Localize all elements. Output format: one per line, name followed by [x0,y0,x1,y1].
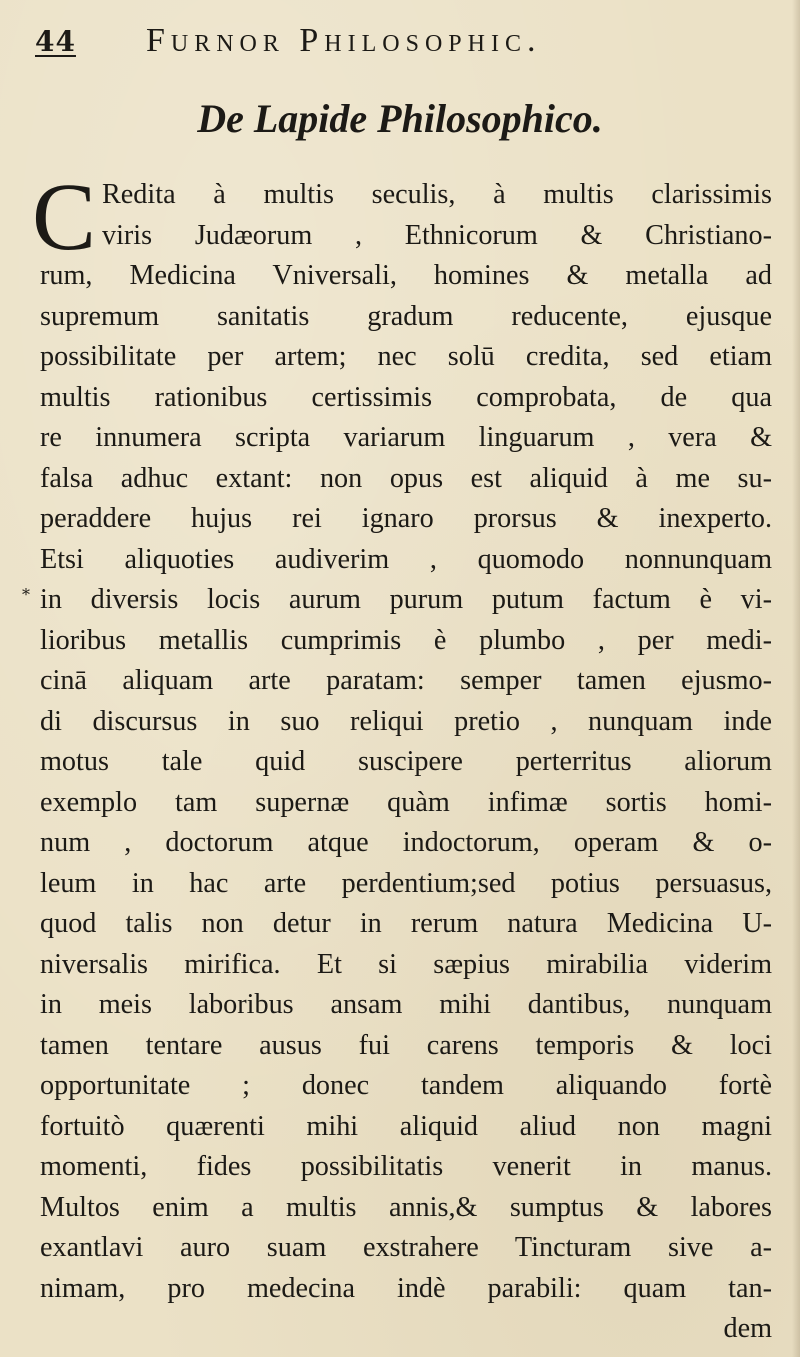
text-line: Multos enim a multis annis,& sumptus & labores [40,1191,772,1223]
text-line: quod talis non detur in rerum natura Medicina U- [40,908,772,939]
body-text [32,163,772,1350]
text-line: falsa adhuc extant: non opus est aliquid à me su- [40,462,772,494]
text-line: lioribus metallis cumprimis è plumbo , per medi- [40,624,772,656]
text-line: exemplo tam supernæ quàm infimæ sortis homi- [40,786,772,818]
text-line: niversalis mirifica. Et si sæpius mirabilia viderim [40,948,772,980]
text-line: Etsi aliquoties audiverim , quomodo nonnunquam [40,543,772,575]
text-line: num , doctorum atque indoctorum, operam & o- [40,827,772,858]
text-line: exantlavi auro suam exstrahere Tincturam sive a- [40,1232,772,1263]
text-line: supremum sanitatis gradum reducente, ejusque [40,300,772,332]
text-line: cinā aliquam arte paratam: semper tamen ejusmo- [40,665,772,696]
text-line: nimam, pro medecina indè parabili: quam tan- [40,1272,772,1304]
text-line: in meis laboribus ansam mihi dantibus, nunquam [40,989,772,1020]
running-title: Furnor Philosophic. [145,22,542,59]
catchword-line: dem [723,1313,772,1344]
text-line: momenti, fides possibilitatis venerit in manus. [40,1151,772,1182]
text-line: in diversis locis aurum purum putum factum è vi- [40,584,772,615]
text-line: multis rationibus certissimis comprobata, de qua [40,381,772,413]
text-line: di discursus in suo reliqui pretio , nunquam inde [40,705,772,737]
page-edge-shadow [792,0,800,1357]
text-line: opportunitate ; donec tandem aliquando fortè [40,1070,772,1101]
text-line: re innumera scripta variarum linguarum , vera & [40,422,772,453]
page-number: 44 [35,25,76,58]
section-title: De Lapide Philosophico. [197,96,603,141]
text-line: rum, Medicina Vniversali, homines & metalla ad [40,260,772,291]
drop-cap: C [32,163,97,270]
text-line: tamen tentare ausus fui carens temporis & loci [40,1029,772,1061]
text-line: Redita à multis seculis, à multis clarissimis [102,179,772,210]
text-line: motus tale quid suscipere perterritus aliorum [40,746,772,777]
running-head [35,22,765,62]
text-line: possibilitate per artem; nec solū credita, sed etiam [40,341,772,372]
text-line: peraddere hujus rei ignaro prorsus & inexperto. [40,503,772,534]
margin-mark: * [22,585,30,604]
text-line: viris Judæorum , Ethnicorum & Christiano- [102,219,772,251]
text-line: leum in hac arte perdentium;sed potius persuasus, [40,867,772,899]
text-line: fortuitò quærenti mihi aliquid aliud non magni [40,1110,772,1142]
